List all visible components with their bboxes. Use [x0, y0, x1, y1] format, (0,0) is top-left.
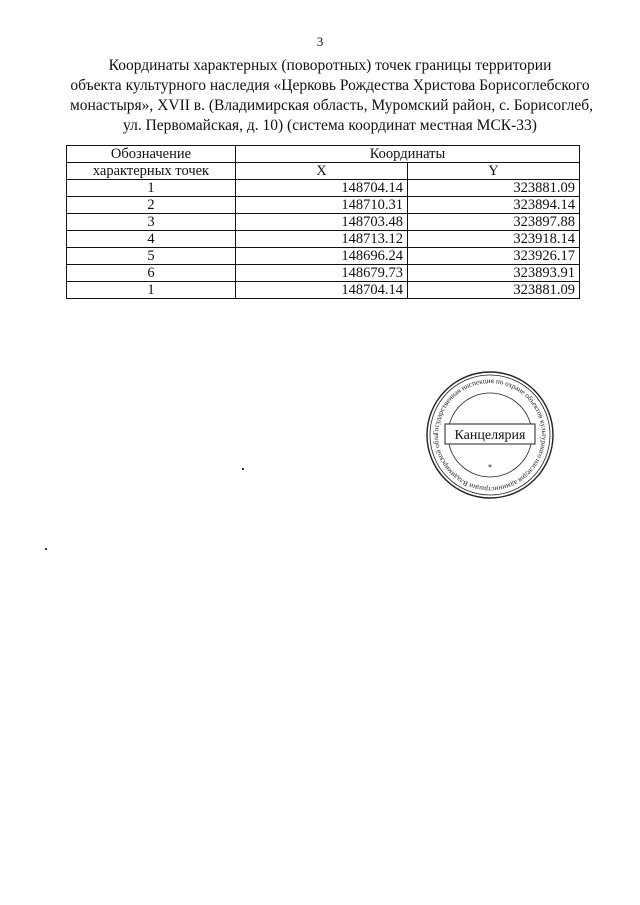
coordinates-header: Координаты — [236, 146, 580, 163]
y-cell: 323897.88 — [408, 214, 580, 231]
y-header: Y — [408, 163, 580, 180]
table-row — [67, 248, 580, 265]
x-cell: 148704.14 — [236, 282, 408, 299]
y-cell: 323894.14 — [408, 197, 580, 214]
x-cell: 148703.48 — [236, 214, 408, 231]
x-cell: 148696.24 — [236, 248, 408, 265]
title-line: ул. Первомайская, д. 10) (система координат местная МСК-33) — [123, 117, 537, 134]
table-row — [67, 180, 580, 197]
table-header-row — [67, 146, 580, 163]
table-subheader-row — [67, 163, 580, 180]
page-number: 3 — [316, 34, 324, 49]
coordinates-table — [66, 145, 580, 299]
title-line: монастыря», XVII в. (Владимирская область, Муромский район, с. Борисоглеб, — [70, 97, 594, 114]
point-cell: 1 — [67, 282, 236, 299]
point-designation-header: Обозначение — [67, 146, 236, 163]
point-cell: 3 — [67, 214, 236, 231]
point-cell: 6 — [67, 265, 236, 282]
x-cell: 148679.73 — [236, 265, 408, 282]
x-cell: 148713.12 — [236, 231, 408, 248]
point-designation-header-line2: характерных точек — [67, 163, 236, 180]
table-row — [67, 231, 580, 248]
x-header: X — [236, 163, 408, 180]
stamp-ring-text: Государственная инспекция по охране объектов культурного наследия администрации Владимирской обла — [431, 376, 549, 494]
table-row — [67, 265, 580, 282]
stamp-center-text: Канцелярия — [454, 428, 526, 443]
speck — [242, 468, 244, 470]
y-cell: 323918.14 — [408, 231, 580, 248]
y-cell: 323893.91 — [408, 265, 580, 282]
title-line: Координаты характерных (поворотных) точек границы территории — [108, 57, 552, 74]
y-cell: 323881.09 — [408, 180, 580, 197]
table-row — [67, 197, 580, 214]
star-icon: * — [488, 463, 492, 472]
table-row — [67, 282, 580, 299]
y-cell: 323926.17 — [408, 248, 580, 265]
point-cell: 5 — [67, 248, 236, 265]
stamp-seal-icon — [425, 370, 555, 500]
point-cell: 4 — [67, 231, 236, 248]
table-row — [67, 214, 580, 231]
y-cell: 323881.09 — [408, 282, 580, 299]
x-cell: 148710.31 — [236, 197, 408, 214]
point-cell: 2 — [67, 197, 236, 214]
office-stamp — [425, 370, 555, 500]
title-line: объекта культурного наследия «Церковь Рождества Христова Борисоглебского — [70, 77, 590, 94]
point-cell: 1 — [67, 180, 236, 197]
speck — [45, 548, 47, 550]
document-title — [70, 56, 594, 136]
x-cell: 148704.14 — [236, 180, 408, 197]
